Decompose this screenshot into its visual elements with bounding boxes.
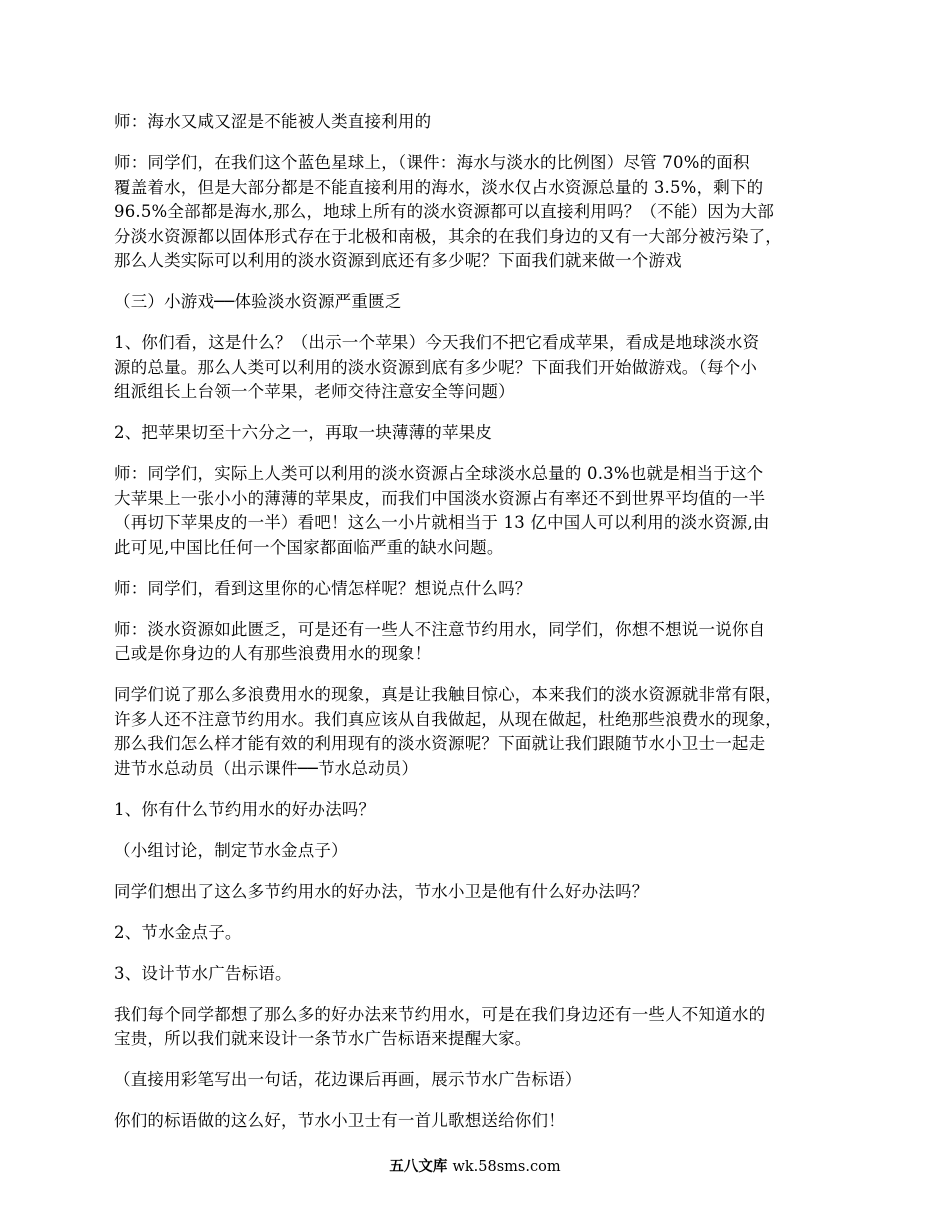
- text-line: 组派组长上台领一个苹果，老师交待注意安全等问题）: [114, 382, 515, 401]
- text-line: 源的总量。那么人类可以利用的淡水资源到底有多少呢？下面我们开始做游戏。（每个小: [114, 357, 758, 377]
- paragraph: [114, 921, 854, 946]
- text-line: 己或是你身边的人有那些浪费用水的现象！: [114, 644, 432, 663]
- text-line: 许多人还不注意节约用水。我们真应该从自我做起，从现在做起，杜绝那些浪费水的现象，: [114, 709, 782, 729]
- text-line: 那么我们怎么样才能有效的利用现有的淡水资源呢？下面就让我们跟随节水小卫士一起走: [114, 734, 766, 753]
- paragraph: [114, 1109, 854, 1134]
- text-line: 1、你有什么节约用水的好办法吗？: [114, 799, 376, 819]
- paragraph: [114, 880, 854, 905]
- text-line: 我们每个同学都想了那么多的好办法来节约用水，可是在我们身边还有一些人不知道水的: [114, 1004, 766, 1024]
- paragraph-list: [114, 110, 854, 1134]
- text-line: 大苹果上一张小小的薄薄的苹果皮，而我们中国淡水资源占有率还不到世界平均值的一半: [114, 488, 766, 508]
- text-line: 覆盖着水，但是大部分都是不能直接利用的海水，淡水仅占水资源总量的 3.5%，剩下的: [114, 177, 764, 197]
- paragraph: [114, 290, 854, 315]
- text-line: 2、把苹果切至十六分之一，再取一块薄薄的苹果皮: [114, 423, 493, 442]
- paragraph: [114, 683, 854, 781]
- text-line: 师：同学们，实际上人类可以利用的淡水资源占全球淡水总量的 0.3%也就是相当于这个: [114, 464, 764, 483]
- text-line: （直接用彩笔写出一句话，花边课后再画，展示节水广告标语）: [114, 1070, 582, 1089]
- text-line: 师：同学们，看到这里你的心情怎样呢？想说点什么吗？: [114, 578, 532, 598]
- text-line: 师：同学们，在我们这个蓝色星球上，（课件：海水与淡水的比例图）尽管 70%的面积: [114, 153, 750, 172]
- text-line: 那么人类实际可以利用的淡水资源到底还有多少呢？下面我们就来做一个游戏: [114, 251, 682, 270]
- text-line: 你们的标语做的这么好，节水小卫士有一首儿歌想送给你们！: [114, 1111, 565, 1130]
- text-line: 进节水总动员（出示课件──节水总动员）: [114, 758, 419, 778]
- text-line: （再切下苹果皮的一半）看吧！这么一小片就相当于 13 亿中国人可以利用的淡水资源,由: [114, 513, 770, 532]
- text-line: 同学们说了那么多浪费用水的现象，真是让我触目惊心，本来我们的淡水资源就非常有限，: [114, 685, 782, 704]
- footer-brand: 五八文库: [389, 1159, 448, 1175]
- paragraph: [114, 798, 854, 823]
- paragraph: [114, 962, 854, 987]
- paragraph: [114, 331, 854, 405]
- document-body: [114, 110, 854, 1150]
- text-line: 此可见,中国比任何一个国家都面临严重的缺水问题。: [114, 537, 504, 557]
- paragraph: [114, 1068, 854, 1093]
- paragraph: [114, 151, 854, 274]
- text-line: 1、你们看，这是什么？（出示一个苹果）今天我们不把它看成苹果，看成是地球淡水资: [114, 333, 760, 352]
- footer-site: wk.58sms.com: [452, 1159, 561, 1175]
- text-line: 分淡水资源都以固体形式存在于北极和南极，其余的在我们身边的又有一大部分被污染了，: [114, 226, 782, 246]
- text-line: 宝贵，所以我们就来设计一条节水广告标语来提醒大家。: [114, 1029, 532, 1048]
- text-line: （三）小游戏──体验淡水资源严重匮乏: [114, 292, 402, 311]
- text-line: （小组讨论，制定节水金点子）: [114, 840, 348, 860]
- text-line: 同学们想出了这么多节约用水的好办法，节水小卫是他有什么好办法吗？: [114, 881, 649, 901]
- footer-watermark: [0, 1155, 950, 1176]
- text-line: 2、节水金点子。: [114, 922, 242, 942]
- paragraph: [114, 618, 854, 667]
- paragraph: [114, 110, 854, 135]
- text-line: 师：海水又咸又涩是不能被人类直接利用的: [114, 112, 432, 131]
- paragraph: [114, 839, 854, 864]
- text-line: 3、设计节水广告标语。: [114, 963, 292, 983]
- text-line: 师：淡水资源如此匮乏，可是还有一些人不注意节约用水，同学们，你想不想说一说你自: [114, 619, 766, 639]
- paragraph: [114, 421, 854, 446]
- paragraph: [114, 462, 854, 560]
- text-line: 96.5%全部都是海水,那么，地球上所有的淡水资源都可以直接利用吗？（不能）因为大部: [114, 202, 775, 221]
- paragraph: [114, 1003, 854, 1052]
- paragraph: [114, 577, 854, 602]
